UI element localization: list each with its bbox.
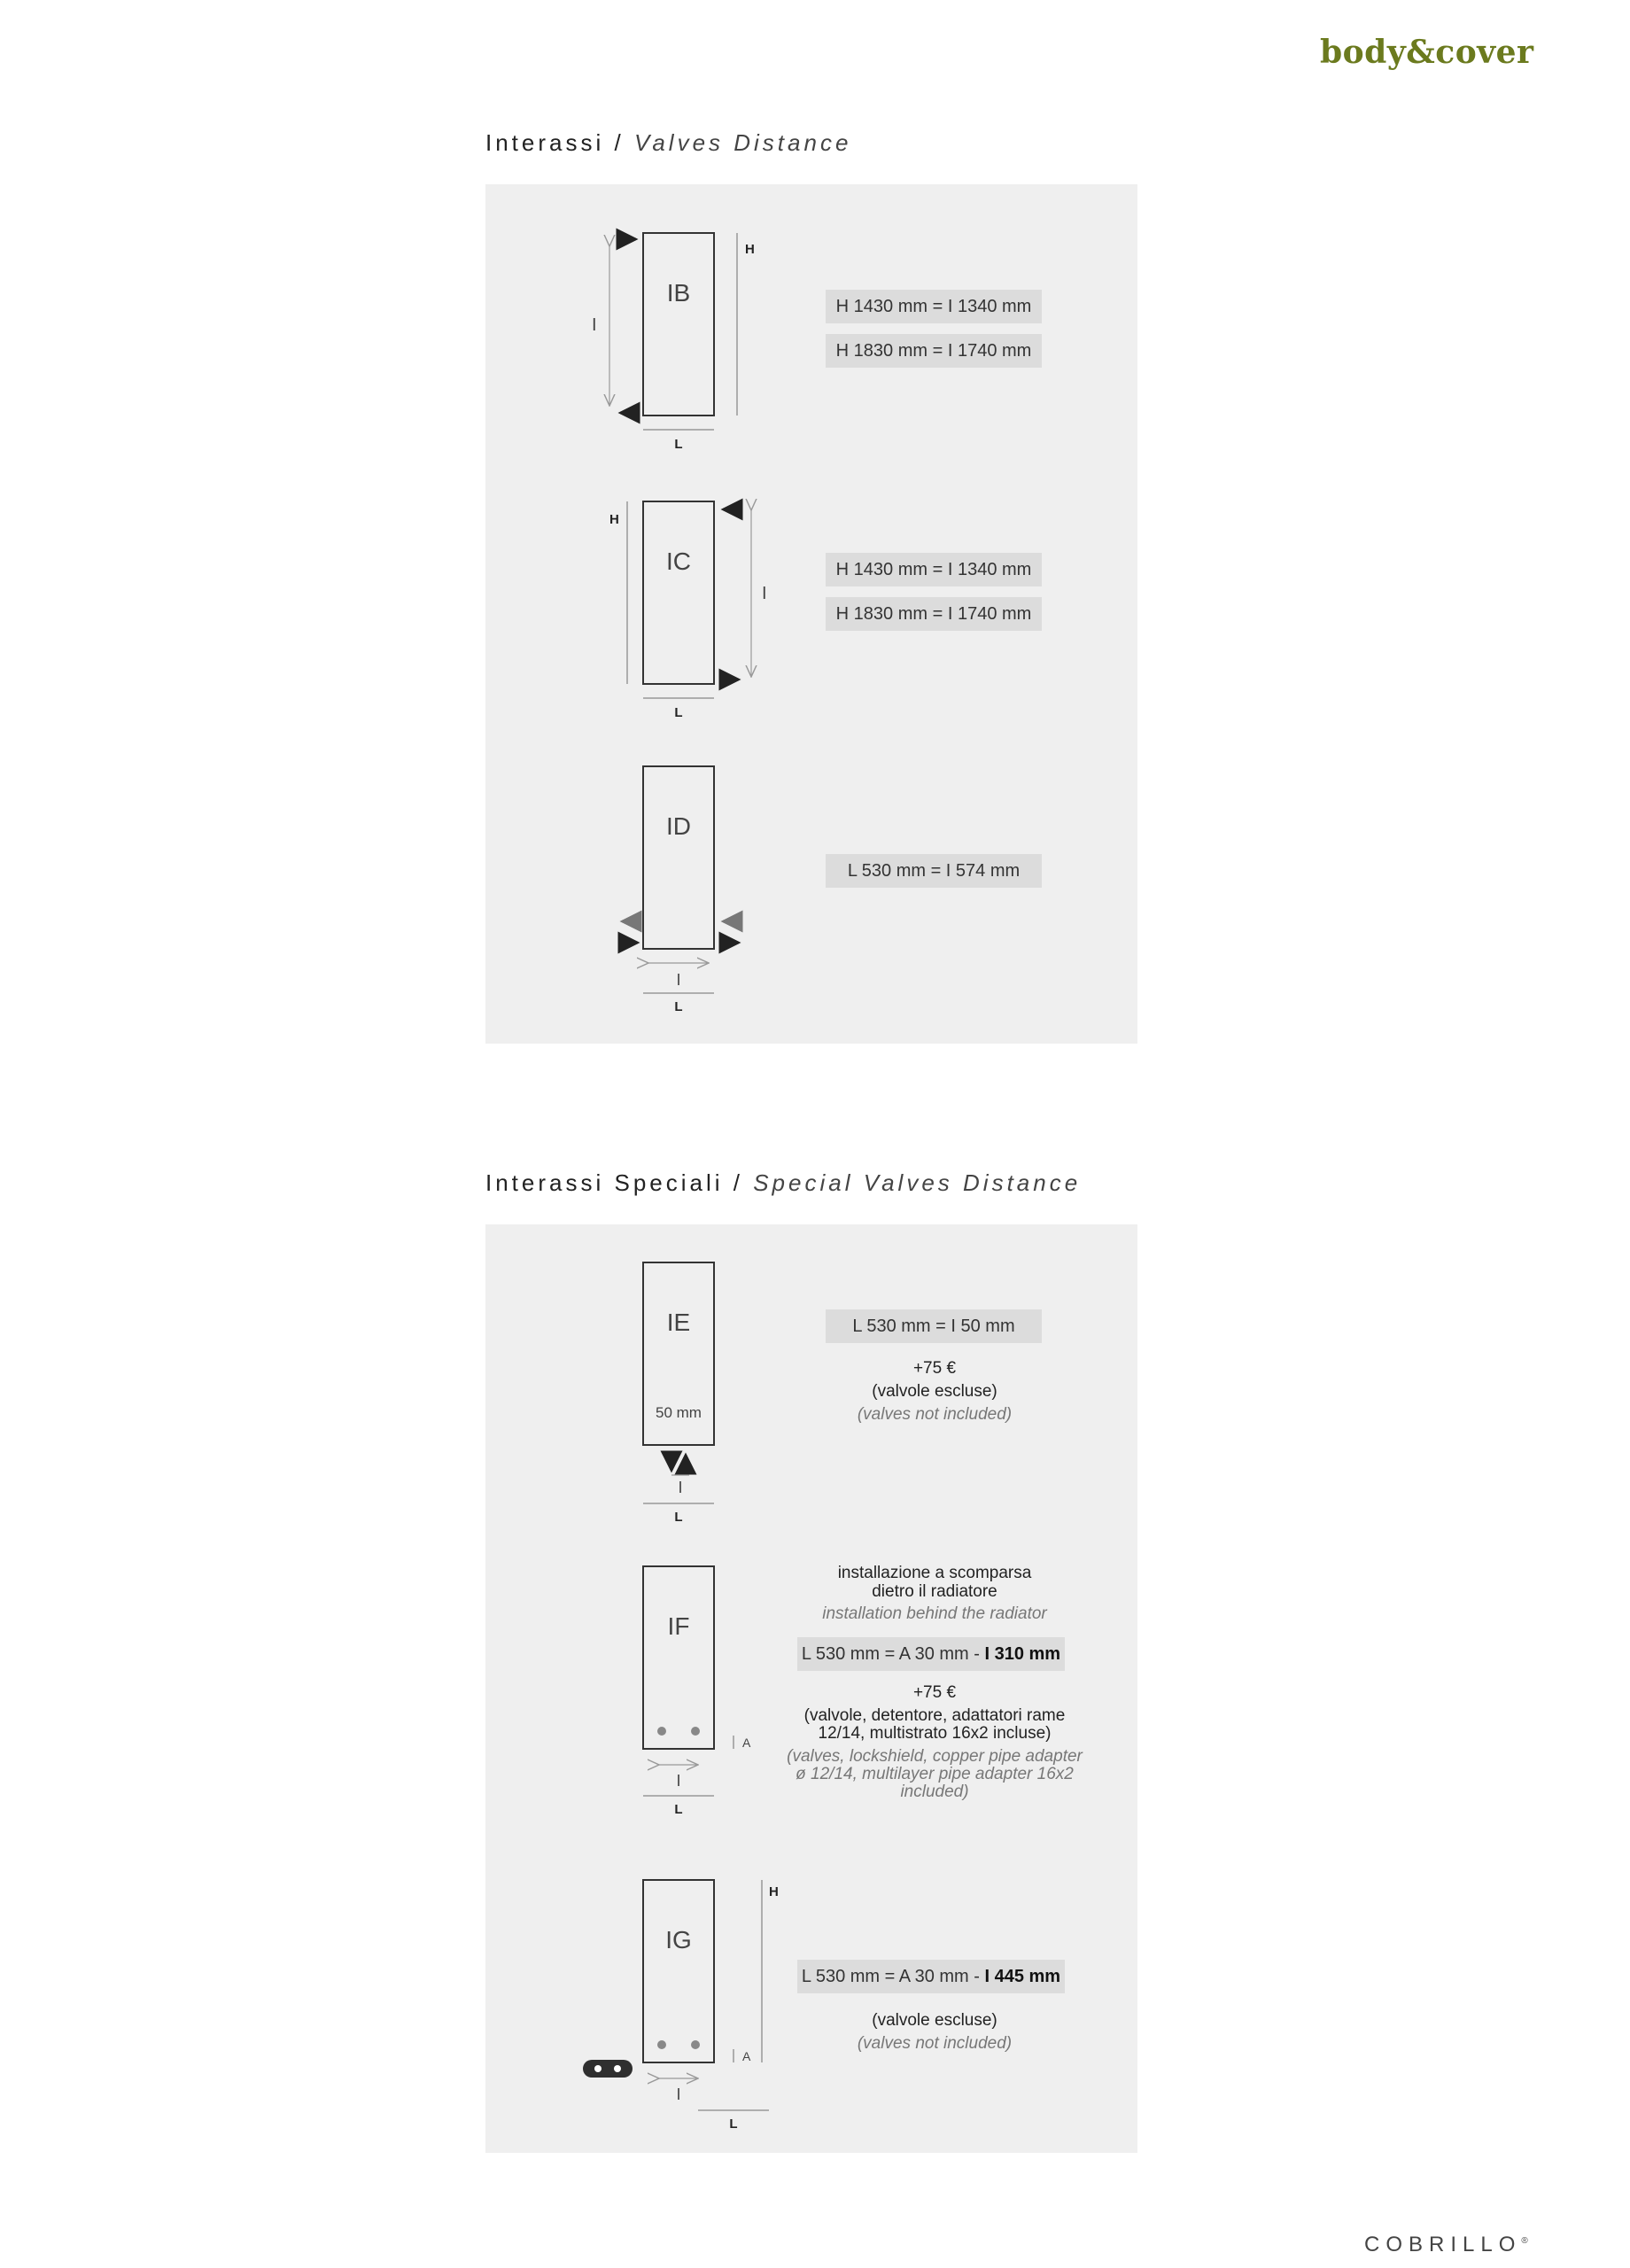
spec-if bbox=[797, 1637, 1065, 1671]
maker-logo bbox=[1364, 2233, 1528, 2257]
spec-ib-1430: H 1430 mm = I 1340 mm bbox=[826, 290, 1042, 323]
note-en-3-if: included) bbox=[900, 1783, 969, 1801]
valve-left-ig bbox=[657, 2040, 666, 2049]
connector-hole-right bbox=[614, 2065, 621, 2072]
width-label-ig: L bbox=[729, 2117, 738, 2132]
height-label-ig: H bbox=[769, 1884, 779, 1899]
model-code-id: ID bbox=[666, 812, 691, 840]
spec-ib-1830: H 1830 mm = I 1740 mm bbox=[826, 334, 1042, 368]
section-title-special-valves-distance bbox=[485, 1169, 1081, 1197]
note-2-if: 12/14, multistrato 16x2 incluse) bbox=[818, 1724, 1052, 1743]
diagram-id bbox=[622, 766, 739, 1014]
radiator-ib-outline bbox=[643, 233, 714, 416]
spec-ig-pre: L 530 mm = A 30 mm - bbox=[801, 1967, 980, 1986]
install-line-1-if: installazione a scomparsa bbox=[837, 1564, 1032, 1582]
price-ie: +75 € bbox=[912, 1359, 957, 1378]
interaxis-label-ig: I bbox=[676, 2085, 681, 2103]
spec-ic-1430: H 1430 mm = I 1340 mm bbox=[826, 553, 1042, 586]
radiator-ig-outline bbox=[643, 1880, 714, 2062]
note-en-ie: (valves not included) bbox=[857, 1405, 1013, 1424]
note-ie: (valvole escluse) bbox=[872, 1382, 997, 1401]
spec-ig bbox=[797, 1960, 1065, 1993]
note-ig: (valvole escluse) bbox=[872, 2011, 997, 2030]
spec-ie: L 530 mm = I 50 mm bbox=[826, 1309, 1042, 1343]
diagram-ig bbox=[583, 1880, 779, 2132]
valve-left-if bbox=[657, 1727, 666, 1736]
a-label-if: A bbox=[742, 1736, 751, 1750]
width-label-if: L bbox=[674, 1802, 683, 1817]
valve-right-ig bbox=[691, 2040, 700, 2049]
diagram-ic bbox=[609, 501, 767, 720]
interaxis-label-id: I bbox=[676, 971, 681, 989]
valve-right-if bbox=[691, 1727, 700, 1736]
radiator-ic-outline bbox=[643, 501, 714, 684]
spec-if-pre: L 530 mm = A 30 mm - bbox=[801, 1644, 980, 1664]
a-label-ig: A bbox=[742, 2049, 751, 2063]
section-title-italic: Special Valves Distance bbox=[753, 1169, 1082, 1196]
interaxis-label-if: I bbox=[676, 1772, 681, 1790]
registered-mark: ® bbox=[1521, 2236, 1528, 2246]
model-code-ic: IC bbox=[666, 548, 691, 575]
model-code-ig: IG bbox=[665, 1926, 692, 1953]
model-code-ib: IB bbox=[666, 279, 691, 307]
section-title-text: Interassi / bbox=[485, 129, 625, 156]
height-label-ib: H bbox=[745, 242, 755, 257]
interaxis-label-ic: I bbox=[762, 584, 767, 603]
diagram-if bbox=[643, 1566, 751, 1817]
section-title-italic: Valves Distance bbox=[633, 129, 852, 156]
section-title-valves-distance bbox=[485, 129, 851, 157]
note-en-2-if: ø 12/14, multilayer pipe adapter 16x2 bbox=[796, 1765, 1074, 1783]
note-1-if: (valvole, detentore, adattatori rame bbox=[803, 1706, 1066, 1725]
note-en-1-if: (valves, lockshield, copper pipe adapter bbox=[787, 1747, 1083, 1766]
price-if: +75 € bbox=[912, 1683, 957, 1702]
note-en-ig: (valves not included) bbox=[857, 2034, 1013, 2053]
connector-hole-left bbox=[594, 2065, 602, 2072]
width-label-id: L bbox=[674, 999, 683, 1014]
maker-logo-text: COBRILLO bbox=[1364, 2233, 1522, 2256]
inner-note-ie: 50 mm bbox=[656, 1404, 702, 1421]
spec-ig-bold: I 445 mm bbox=[984, 1967, 1061, 1986]
model-code-if: IF bbox=[667, 1612, 690, 1640]
spec-if-bold: I 310 mm bbox=[984, 1644, 1061, 1664]
interaxis-label-ie: I bbox=[678, 1479, 683, 1496]
model-code-ie: IE bbox=[666, 1309, 691, 1336]
install-line-2-if: dietro il radiatore bbox=[872, 1582, 997, 1601]
height-label-ic: H bbox=[609, 512, 619, 527]
interaxis-label-ib: I bbox=[592, 315, 597, 335]
width-label-ib: L bbox=[674, 437, 683, 452]
radiator-id-outline bbox=[643, 766, 714, 949]
valve-connector-ig bbox=[583, 2060, 633, 2078]
diagram-ie bbox=[643, 1262, 714, 1525]
section-title-text: Interassi Speciali / bbox=[485, 1169, 743, 1196]
spec-id: L 530 mm = I 574 mm bbox=[826, 854, 1042, 888]
spec-ic-1830: H 1830 mm = I 1740 mm bbox=[826, 597, 1042, 631]
install-en-if: installation behind the radiator bbox=[822, 1604, 1047, 1623]
brand-logo: body&cover bbox=[1320, 34, 1534, 71]
diagram-ib bbox=[592, 233, 755, 452]
width-label-ic: L bbox=[674, 705, 683, 720]
width-label-ie: L bbox=[674, 1510, 683, 1525]
radiator-if-outline bbox=[643, 1566, 714, 1749]
